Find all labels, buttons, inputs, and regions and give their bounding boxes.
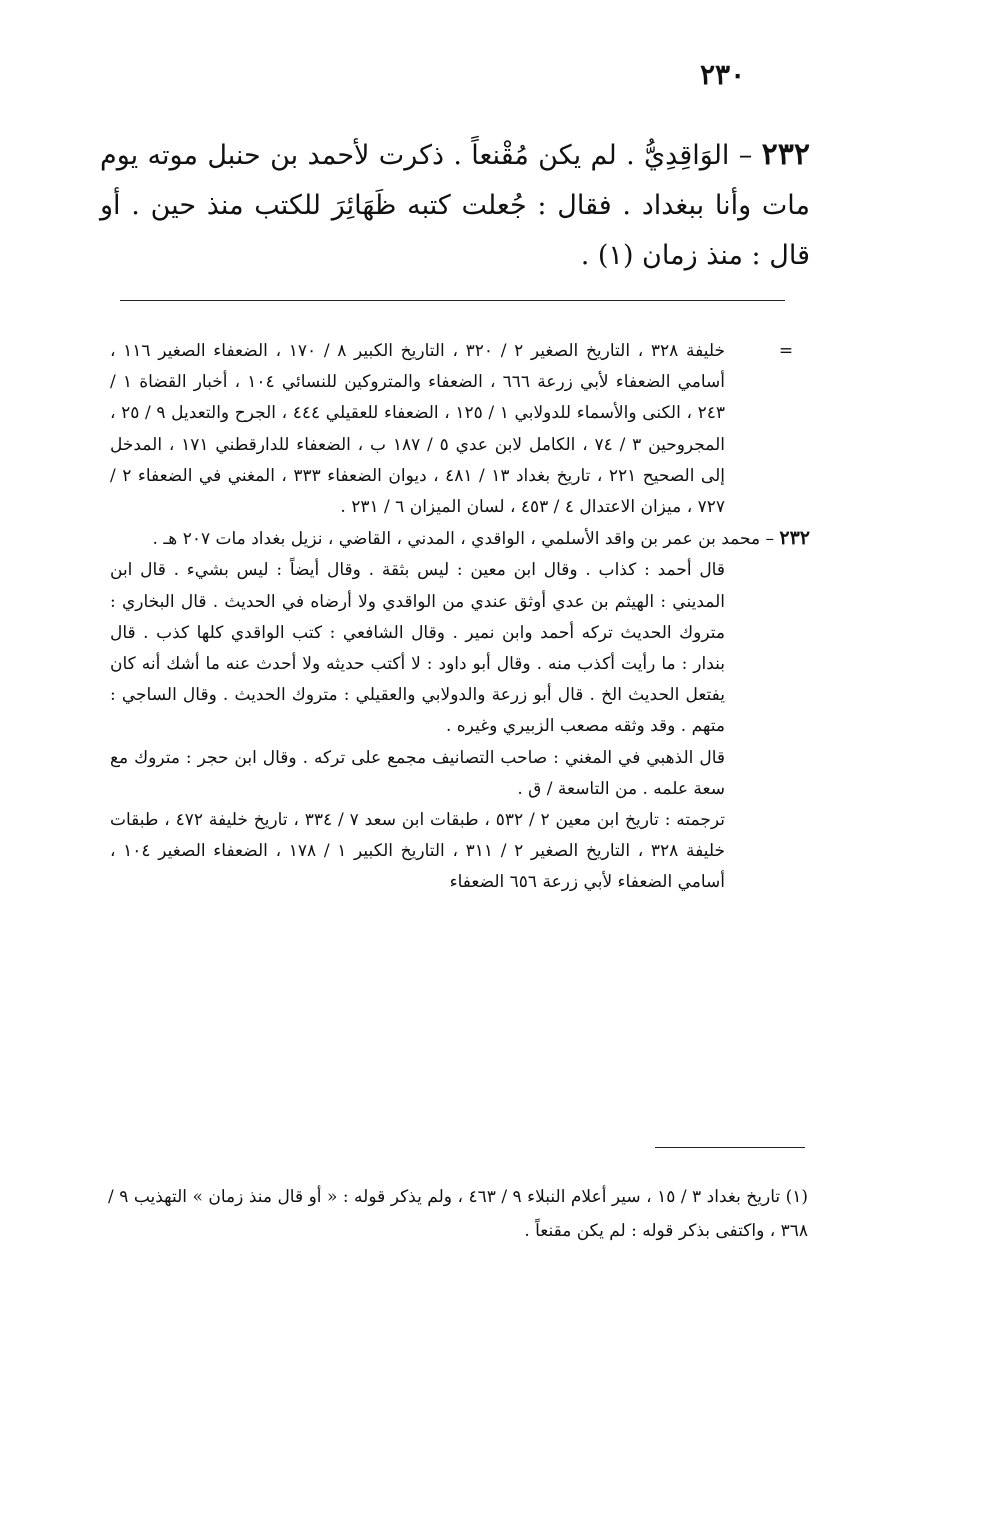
footnote-separator-rule [120, 300, 785, 301]
biography-number: ٢٣٢ [779, 527, 810, 550]
footnote: (١) تاريخ بغداد ٣ / ١٥ ، سير أعلام النبلاء ٩ / ٤٦٣ ، ولم يذكر قوله : « أو قال منذ زمان » التهذيب ٩ / ٣٦٨ ، واكتفى بذكر قوله : لم يكن مقنعاً . [108, 1187, 808, 1241]
notes-section [110, 336, 810, 899]
biography-heading [110, 523, 810, 555]
previous-references: خليفة ٣٢٨ ، التاريخ الصغير ٢ / ٣٢٠ ، التاريخ الكبير ٨ / ١٧٠ ، الضعفاء الصغير ١١٦ ، أسامي الضعفاء لأبي زرعة ٦٦٦ ، الضعفاء والمتروكين للنسائي ١٠٤ ، أخبار القضاة ١ / ٢٤٣ ، الكنى والأسماء للدولابي ١ / ١٢٥ ، الضعفاء للعقيلي ٤٤٤ ، الجرح والتعديل ٩ / ٢٥ ، المجروحين ٣ / ٧٤ ، الكامل لابن عدي ٥ / ١٨٧ ب ، الضعفاء للدارقطني ١٧١ ، المدخل إلى الصحيح ٢٢١ ، تاريخ بغداد ١٣ / ٤٨١ ، ديوان الضعفاء ٣٣٣ ، المغني في الضعفاء ٢ / ٧٢٧ ، ميزان الاعتدال ٤ / ٤٥٣ ، لسان الميزان ٦ / ٢٣١ . [110, 341, 726, 518]
continuation-mark: = [778, 341, 794, 361]
later-opinions: قال الذهبي في المغني : صاحب التصانيف مجمع على تركه . وقال ابن حجر : متروك مع سعة علمه . من التاسعة / ق . [110, 747, 725, 799]
critic-opinions: قال أحمد : كذاب . وقال ابن معين : ليس بثقة . وقال أيضاً : ليس بشيء . قال ابن المديني : الهيثم بن عدي أوثق عندي من الواقدي ولا أرضاه في الحديث . قال البخاري : متروك الحديث تركه أحمد وابن نمير . وقال الشافعي : كتب الواقدي كلها كذب . قال بندار : ما رأيت أكذب منه . وقال أبو داود : لا أكتب حديثه ولا أحدث عنه ما أشك أنه كان يفتعل الحديث الخ . قال أبو زرعة والدولابي والعقيلي : متروك الحديث . وقال الساجي : متهم . وقد وثقه مصعب الزبيري وغيره . [110, 560, 725, 737]
main-entry [100, 130, 810, 281]
footnote-rule [655, 1147, 805, 1148]
page-number: ٢٣٠ [700, 58, 746, 91]
entry-number: ٢٣٢ [761, 137, 810, 172]
entry-text: – الوَاقِدِيُّ . لم يكن مُقْنعاً . ذكرت لأحمد بن حنبل موته يوم مات وأنا ببغداد . فقال : جُعلت كتبه ظَهَائِرَ للكتب منذ حين . أو قال : منذ زمان (١) . [100, 140, 810, 271]
biography-references: ترجمته : تاريخ ابن معين ٢ / ٥٣٢ ، طبقات ابن سعد ٧ / ٣٣٤ ، تاريخ خليفة ٤٧٢ ، طبقات خليفة ٣٢٨ ، التاريخ الصغير ٢ / ٣١١ ، التاريخ الكبير ١ / ١٧٨ ، الضعفاء الصغير ١٠٤ ، أسامي الضعفاء لأبي زرعة ٦٥٦ الضعفاء [110, 810, 725, 893]
biography-heading-text: – محمد بن عمر بن واقد الأسلمي ، الواقدي ، المدني ، القاضي ، نزيل بغداد مات ٢٠٧ هـ . [152, 529, 780, 550]
